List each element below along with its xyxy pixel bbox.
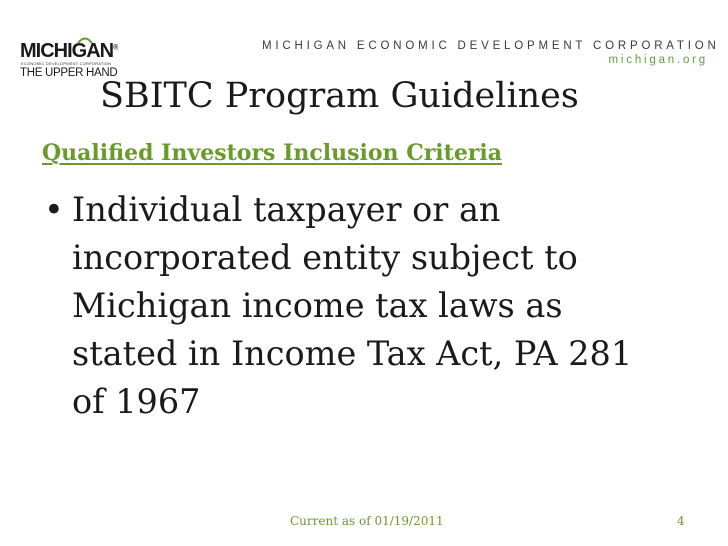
logo-wordmark: MICHIGAN® [20,40,119,62]
bullet-line: incorporated entity subject to [72,238,578,277]
bullet-item [44,186,684,426]
slide-subtitle: Qualified Investors Inclusion Criteria [42,140,503,166]
footer-date: Current as of 01/19/2011 [290,514,444,528]
slide-title: SBITC Program Guidelines [100,76,579,116]
org-name: MICHIGAN ECONOMIC DEVELOPMENT CORPORATION [262,40,720,52]
bullet-line: of 1967 [72,382,201,421]
bullet-dot: • [44,190,64,229]
bullet-line: stated in Income Tax Act, PA 281 [72,334,633,373]
bullet-text [72,186,684,426]
logo-tagline: THE UPPER HAND [20,67,118,79]
bullet-line: Individual taxpayer or an [72,190,501,229]
org-url: michigan.org [608,54,708,66]
logo-arc-icon [77,36,93,44]
logo-subline: ECONOMIC DEVELOPMENT CORPORATION [21,61,112,66]
bullet-line: Michigan income tax laws as [72,286,563,325]
page-number: 4 [677,514,685,528]
